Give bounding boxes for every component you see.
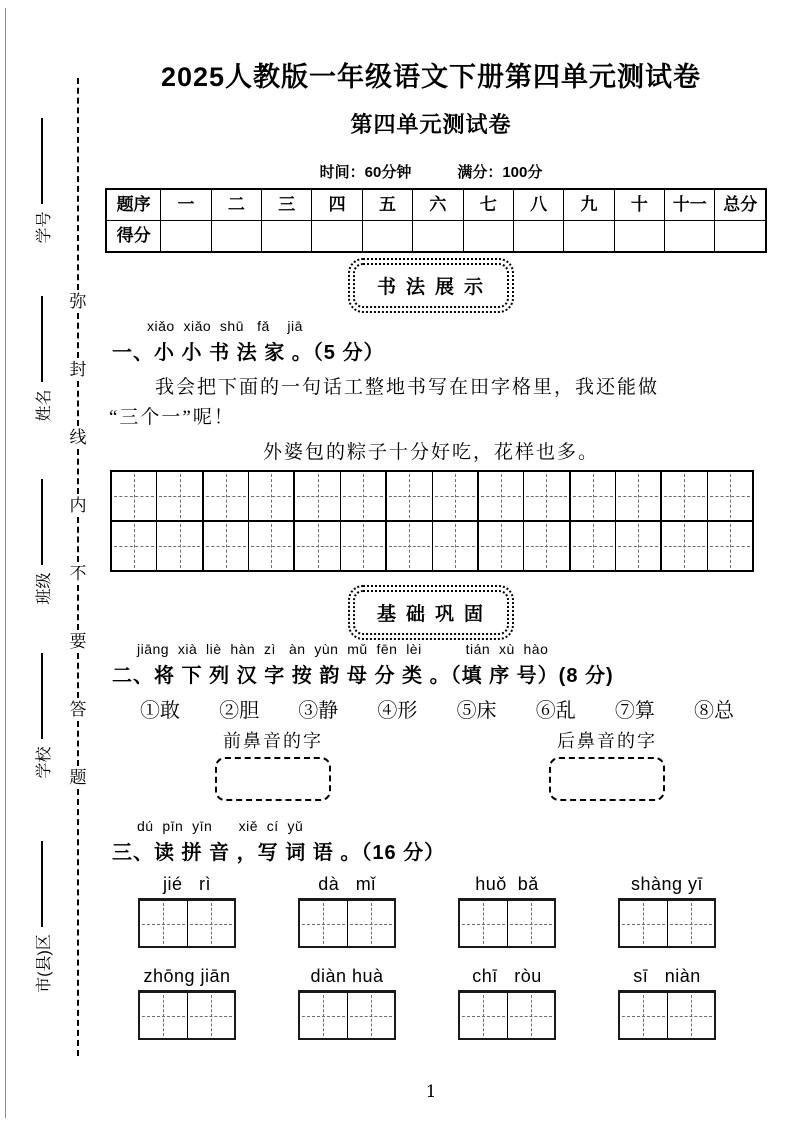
tianzige-cell — [571, 472, 616, 520]
exam-meta — [95, 161, 767, 182]
word-writing-box — [138, 898, 236, 948]
tianzige-cell — [508, 901, 555, 946]
sidebar-field-label: 姓名 — [35, 389, 53, 422]
tianzige-cell — [140, 901, 188, 946]
word-pinyin: jié rì — [162, 874, 211, 894]
q2-character-choices — [140, 694, 734, 723]
tianzige-cell — [387, 522, 432, 570]
tianzige-cell — [249, 472, 295, 520]
q2-choice: ②胆 — [219, 700, 260, 722]
time-limit: 时间：60分钟 — [319, 164, 412, 181]
score-cell-blank — [463, 221, 513, 253]
sidebar-field-label: 市(县)区 — [35, 934, 53, 993]
seal-char: 封 — [69, 360, 87, 379]
score-cell-blank — [665, 221, 715, 253]
q3-pinyin: dú pīn yīn xiě cí yǔ — [137, 818, 304, 834]
answer-box-front-nasal — [215, 757, 331, 801]
tianzige-cell — [616, 472, 662, 520]
tianzige-cell — [341, 522, 387, 570]
word-item — [138, 872, 236, 948]
banner-foundation: 基础巩固 — [353, 590, 509, 635]
q1-copy-sentence: 外婆包的粽子十分好吃，花样也多。 — [262, 442, 599, 463]
word-writing-box — [618, 898, 716, 948]
exam-subtitle: 第四单元测试卷 — [350, 112, 512, 137]
tianzige-cell — [157, 472, 203, 520]
tianzige-cell — [348, 993, 395, 1038]
seal-char: 答 — [69, 700, 87, 719]
answer-box-back-nasal — [549, 757, 665, 801]
sidebar-field-student-id — [31, 106, 53, 256]
q2-pinyin: jiāng xià liè hàn zì àn yùn mǔ fēn lèi tián xù hào — [137, 641, 549, 657]
fill-in-line — [41, 119, 43, 205]
tianzige-cell — [387, 472, 432, 520]
score-cell-blank — [513, 221, 563, 253]
tianzige-cell — [620, 901, 668, 946]
word-writing-box — [618, 990, 716, 1040]
score-cell-blank — [161, 221, 211, 253]
word-item — [458, 872, 556, 948]
sidebar-field-label: 学校 — [35, 746, 53, 779]
sidebar-field-name — [31, 284, 53, 434]
tianzige-cell — [668, 901, 715, 946]
word-writing-box — [298, 990, 396, 1040]
seal-line — [66, 78, 90, 1056]
q2-choice: ①敢 — [140, 700, 180, 722]
word-item — [618, 964, 716, 1040]
tianzige-cell — [668, 993, 715, 1038]
tianzige-cell — [204, 472, 249, 520]
score-col-header: 八 — [513, 189, 563, 221]
tianzige-cell — [341, 472, 387, 520]
word-writing-box — [138, 990, 236, 1040]
score-cell-blank — [564, 221, 614, 253]
score-cell-blank — [362, 221, 412, 253]
tianzige-cell — [140, 993, 188, 1038]
seal-line-segment — [77, 789, 79, 1056]
seal-line-segment — [77, 381, 79, 426]
seal-char: 内 — [69, 496, 87, 515]
seal-char: 题 — [69, 768, 87, 787]
tianzige-cell — [571, 522, 616, 570]
score-cell-blank — [312, 221, 362, 253]
tianzige-cell — [460, 993, 508, 1038]
score-col-header: 九 — [564, 189, 614, 221]
fill-in-line — [41, 841, 43, 927]
word-pinyin: diàn huà — [310, 966, 384, 986]
tianzige-cell — [112, 522, 157, 570]
q1-instruction-line2: “三个一”呢！ — [109, 407, 235, 428]
q2-choice: ③静 — [298, 700, 339, 722]
score-cell-blank — [413, 221, 463, 253]
score-row-header: 得分 — [106, 221, 161, 253]
seal-char: 要 — [69, 632, 87, 651]
score-col-header: 六 — [413, 189, 463, 221]
q2-choice: ⑤床 — [456, 700, 497, 722]
score-col-header: 四 — [312, 189, 362, 221]
seal-line-segment — [77, 653, 79, 698]
tianzige-cell — [524, 522, 570, 570]
score-cell-blank — [262, 221, 312, 253]
score-col-header: 十 — [614, 189, 664, 221]
word-item — [138, 964, 236, 1040]
sidebar-field-class — [31, 467, 53, 617]
tianzige-cell — [479, 472, 524, 520]
tianzige-cell — [300, 901, 348, 946]
score-cell-blank — [211, 221, 261, 253]
exam-sheet — [95, 0, 767, 1122]
tianzige-cell — [460, 901, 508, 946]
seal-line-segment — [77, 585, 79, 630]
tianzige-cell — [249, 522, 295, 570]
tianzige-cell — [348, 901, 395, 946]
sidebar-field-label: 学号 — [35, 211, 53, 244]
tianzige-cell — [433, 522, 479, 570]
exam-title: 2025人教版一年级语文下册第四单元测试卷 — [160, 62, 702, 92]
score-col-header: 五 — [362, 189, 412, 221]
tianzige-cell — [157, 522, 203, 570]
q2-choice: ⑥乱 — [535, 700, 576, 722]
tianzige-cell — [295, 472, 340, 520]
seal-line-segment — [77, 721, 79, 766]
q1-instruction-line1: 我会把下面的一句话工整地书写在田字格里，我还能做 — [155, 377, 660, 398]
word-pinyin: chī ròu — [472, 966, 542, 986]
word-writing-box — [458, 990, 556, 1040]
tianzige-cell — [662, 472, 707, 520]
score-col-header: 十一 — [665, 189, 715, 221]
tianzige-cell — [662, 522, 707, 570]
tianzige-cell — [708, 472, 752, 520]
score-col-header: 一 — [161, 189, 211, 221]
q2-heading: 二、将 下 列 汉 字 按 韵 母 分 类 。（填 序 号）(8 分) — [112, 665, 614, 687]
score-cell-blank — [715, 221, 766, 253]
banner-calligraphy-display: 书法展示 — [353, 263, 509, 308]
score-col-header: 二 — [211, 189, 261, 221]
sidebar-field-label: 班级 — [35, 572, 53, 605]
sidebar-field-school — [31, 641, 53, 791]
word-pinyin: sī niàn — [633, 966, 701, 986]
tianzige-cell — [188, 901, 235, 946]
seal-line-segment — [77, 449, 79, 494]
seal-char: 不 — [69, 564, 87, 583]
score-col-header: 总分 — [715, 189, 766, 221]
q2-choice: ⑦算 — [614, 700, 655, 722]
word-writing-box — [298, 898, 396, 948]
seal-line-segment — [77, 78, 79, 290]
score-table-score-row — [106, 221, 766, 253]
word-pinyin: dà mǐ — [318, 874, 376, 894]
tianzige-cell — [616, 522, 662, 570]
word-pinyin: zhōng jiān — [143, 966, 231, 986]
tianzige-cell — [433, 472, 479, 520]
word-item — [298, 964, 396, 1040]
seal-line-segment — [77, 517, 79, 562]
seal-char: 弥 — [69, 292, 87, 311]
back-nasal-label: 后鼻音的字 — [557, 731, 657, 751]
score-cell-blank — [614, 221, 664, 253]
tianzige-cell — [204, 522, 249, 570]
word-writing-box — [458, 898, 556, 948]
page-edge-line — [5, 8, 6, 1118]
tianzige-cell — [524, 472, 570, 520]
q3-word-row-1 — [138, 872, 716, 948]
tianzige-cell — [188, 993, 235, 1038]
tianzige-cell — [708, 522, 752, 570]
fill-in-line — [41, 297, 43, 383]
full-score: 满分：100分 — [457, 164, 543, 181]
tianzige-cell — [295, 522, 340, 570]
score-table-header-row — [106, 189, 766, 221]
q1-heading: 一、小 小 书 法 家 。（5 分） — [112, 342, 385, 364]
seal-char: 线 — [69, 428, 87, 447]
score-table-corner: 题序 — [106, 189, 161, 221]
page-number: 1 — [425, 1082, 437, 1102]
tianzige-cell — [479, 522, 524, 570]
score-col-header: 七 — [463, 189, 513, 221]
q3-word-row-2 — [138, 964, 716, 1040]
tianzige-cell — [508, 993, 555, 1038]
word-item — [458, 964, 556, 1040]
tianzige-cell — [300, 993, 348, 1038]
tianzige-cell — [620, 993, 668, 1038]
word-item — [618, 872, 716, 948]
front-nasal-label: 前鼻音的字 — [223, 731, 323, 751]
fill-in-line — [41, 654, 43, 740]
score-table — [105, 188, 767, 253]
word-pinyin: shàng yī — [630, 874, 704, 894]
q1-pinyin: xiǎo xiǎo shū fǎ jiā — [147, 318, 303, 334]
q3-heading: 三、读 拼 音 ，写 词 语 。（16 分） — [112, 842, 446, 864]
word-item — [298, 872, 396, 948]
seal-line-segment — [77, 313, 79, 358]
q2-choice: ⑧总 — [693, 700, 734, 722]
word-pinyin: huǒ bǎ — [475, 874, 539, 894]
tianzige-writing-grid — [110, 470, 754, 572]
tianzige-cell — [112, 472, 157, 520]
q2-choice: ④形 — [377, 700, 418, 722]
sidebar-field-district — [31, 832, 53, 1002]
fill-in-line — [41, 480, 43, 566]
score-col-header: 三 — [262, 189, 312, 221]
